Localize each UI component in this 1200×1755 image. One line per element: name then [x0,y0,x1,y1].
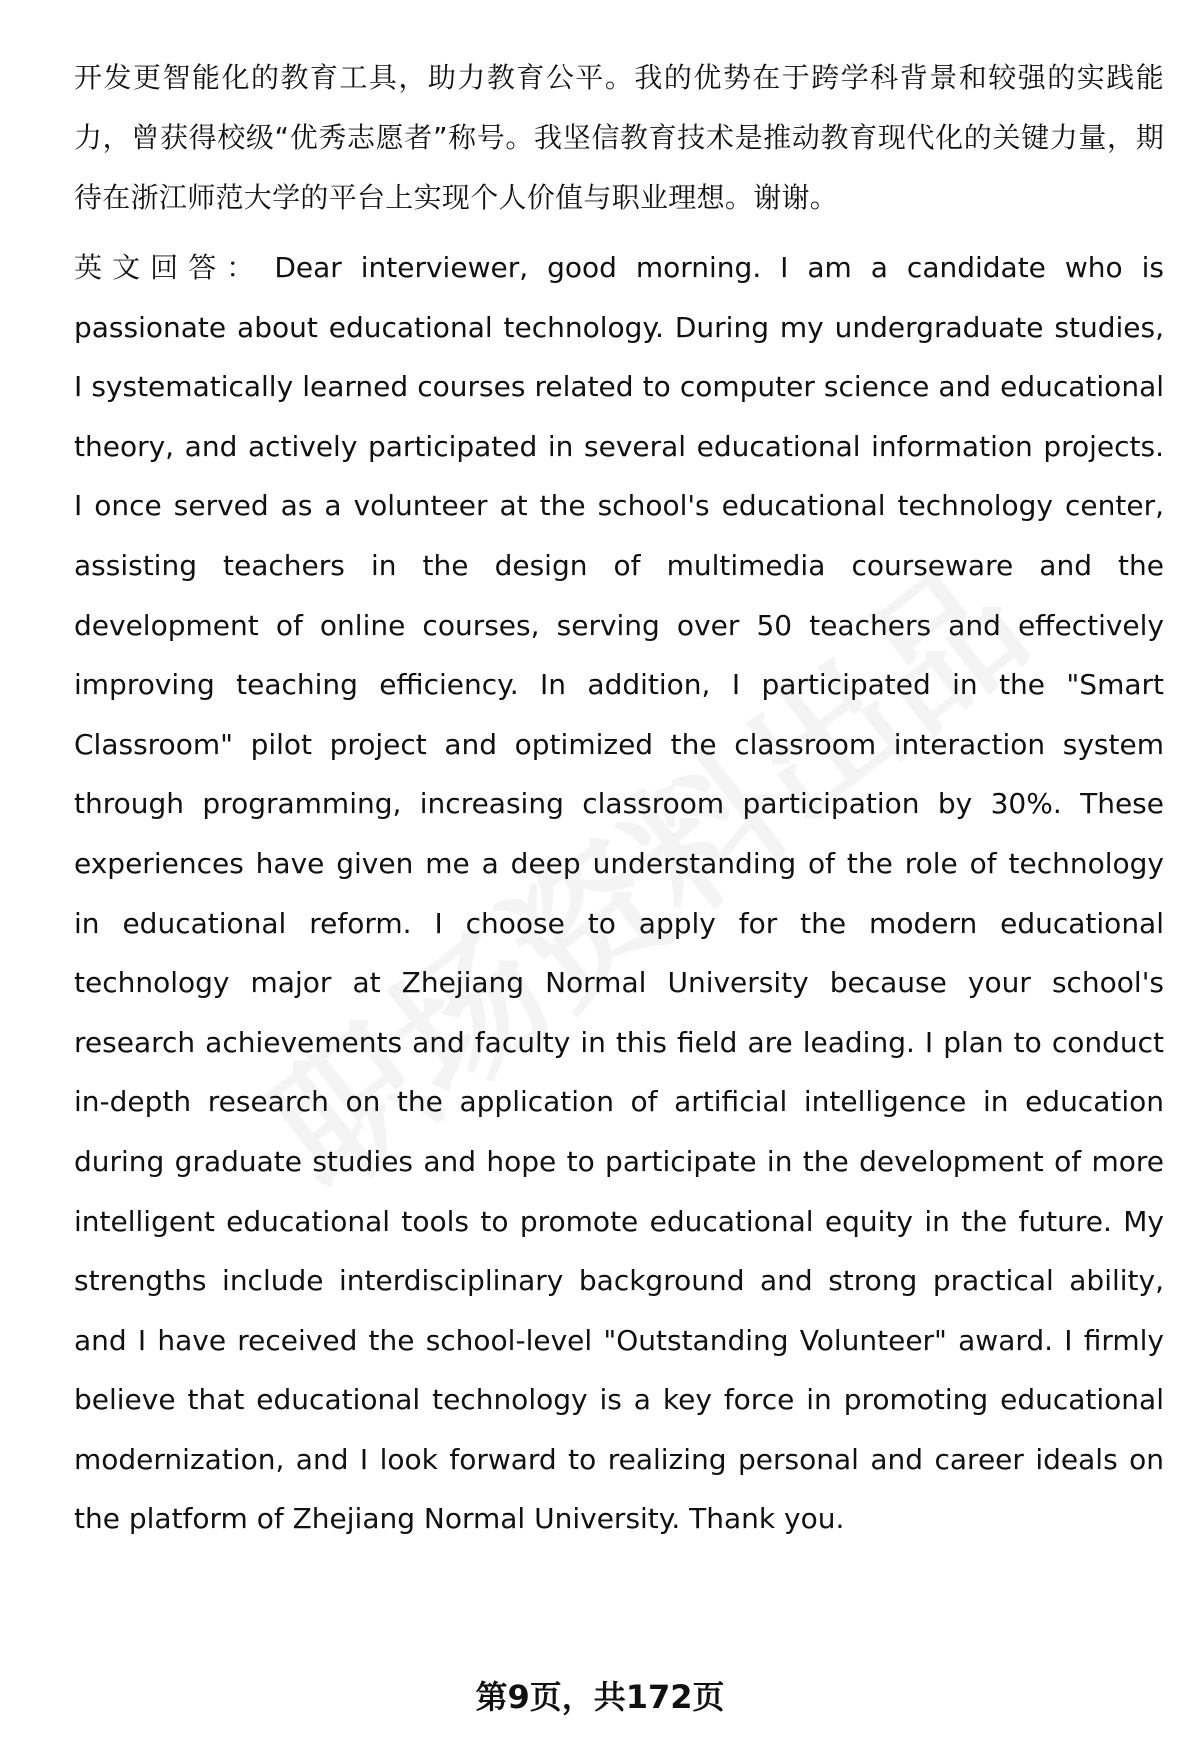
english-answer-paragraph [74,238,1164,1549]
chinese-paragraph: 开发更智能化的教育工具，助力教育公平。我的优势在于跨学科背景和较强的实践能力，曾获得校级“优秀志愿者”称号。我坚信教育技术是推动教育现代化的关键力量，期待在浙江师范大学的平台上实现个人价值与职业理想。谢谢。 [74,61,1164,214]
page-number: 第9页，共172页 [475,1678,725,1716]
document-body [74,48,1164,1549]
english-answer-text: Dear interviewer, good morning. I am a candidate who is passionate about educational technology. During my undergraduate studies, I systematically learned courses related to computer science and educational theory, and actively participated in several educational information projects. I once served as a volunteer at the school's educational technology center, assisting teachers in the design of multimedia courseware and the development of online courses, serving over 50 teachers and effectively improving teaching efficiency. In addition, I participated in the "Smart Classroom" pilot project and optimized the classroom interaction system through programming, increasing classroom participation by 30%. These experiences have given me a deep understanding of the role of technology in educational reform. I choose to apply for the modern educational technology major at Zhejiang Normal University because your school's research achievements and faculty in this field are leading. I plan to conduct in-depth research on the application of artificial intelligence in education during graduate studies and hope to participate in the development of more intelligent educational tools to promote educational equity in the future. My strengths include interdisciplinary background and strong practical ability, and I have received the school-level "Outstanding Volunteer" award. I firmly believe that educational technology is a key force in promoting educational modernization, and I look forward to realizing personal and career ideals on the platform of Zhejiang Normal University. Thank you. [74,251,1164,1536]
english-answer-label: 英文回答： [74,251,265,284]
